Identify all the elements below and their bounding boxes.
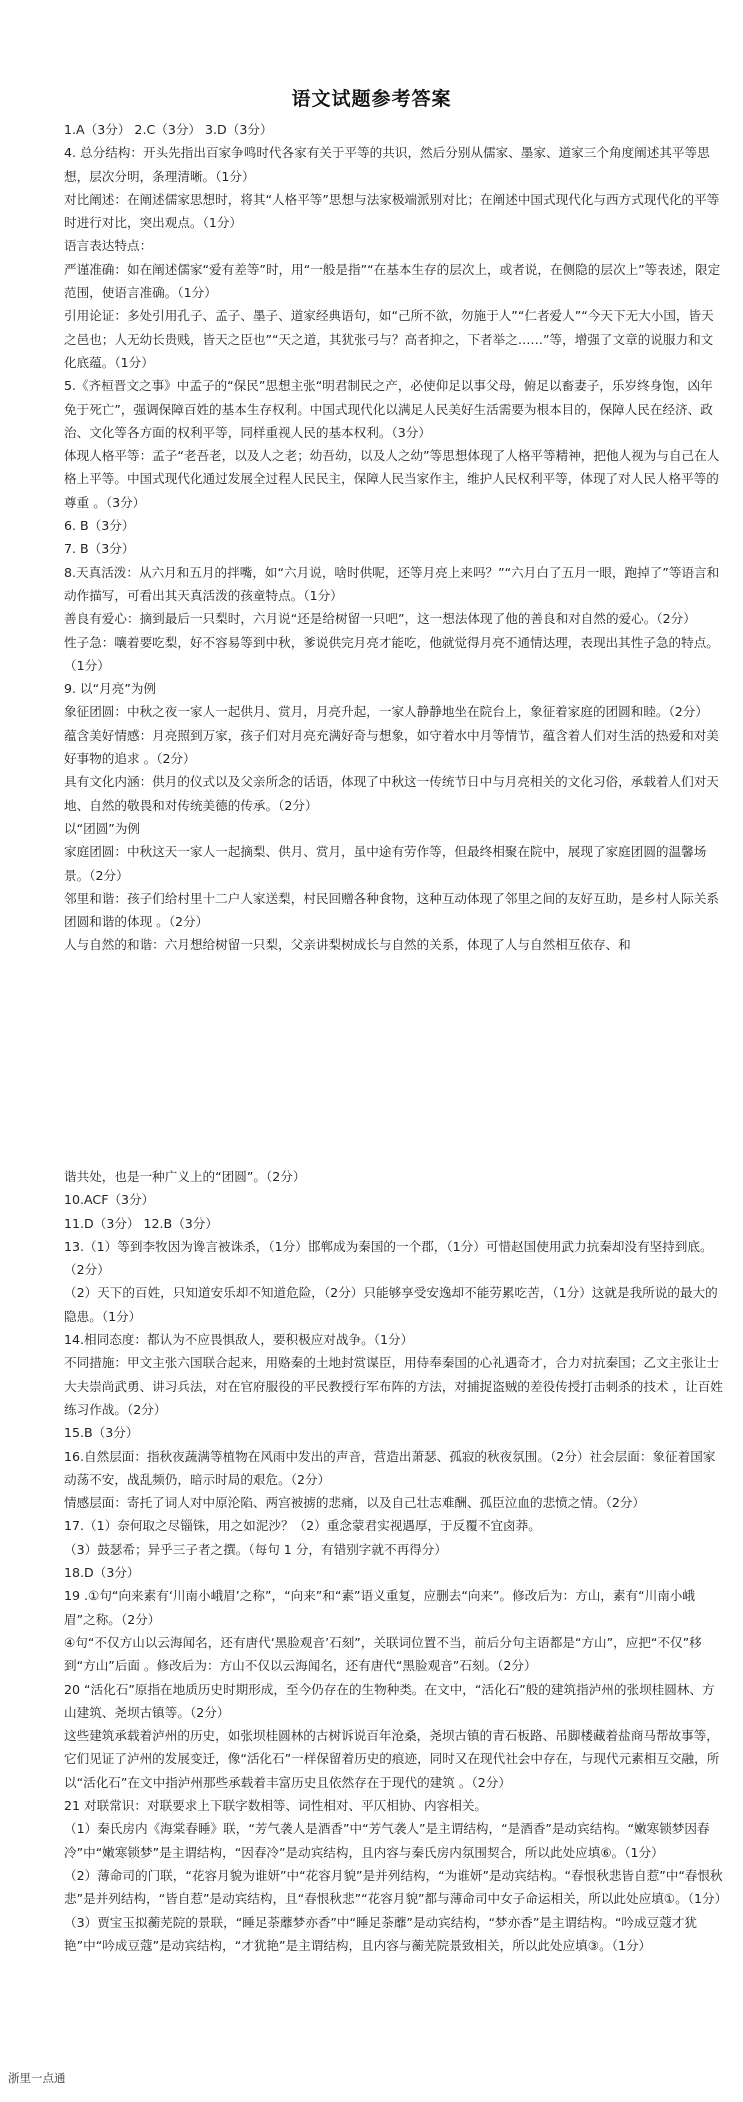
answer-line: 象征团圆：中秋之夜一家人一起供月、赏月，月亮升起，一家人静静地坐在院台上，象征着家庭的团圆和睦。（2分） [64,704,708,720]
answer-line: 情感层面：寄托了词人对中原沦陷、两宫被掳的悲痛，以及自己壮志难酬、孤臣泣血的悲愤之情。（2分） [64,1495,646,1511]
answer-line: 善良有爱心：摘到最后一只梨时，六月说“还是给树留一只吧”，这一想法体现了他的善良和对自然的爱心。（2分） [64,611,696,627]
answer-line: ④句“不仅方山以云海闻名，还有唐代‘黑脸观音’石刻”，关联词位置不当，前后分句主语都是“方山”，应把“不仅”移到“方山”后面 。修改后为：方山不仅以云海闻名，还有唐代“黑脸观音”石刻。（2分） [64,1634,702,1674]
answer-line: 21 对联常识：对联要求上下联字数相等、词性相对、平仄相协、内容相关。 [64,1798,488,1814]
answer-line: （3）鼓瑟希；异乎三子者之撰。（每句 1 分，有错别字就不再得分） [64,1541,447,1557]
answer-line: 18.D（3分） [64,1565,140,1581]
answer-line: 具有文化内涵：供月的仪式以及父亲所念的话语，体现了中秋这一传统节日中与月亮相关的文化习俗，承载着人们对天地、自然的敬畏和对传统美德的传承。（2分） [64,774,719,813]
footer-watermark: 浙里一点通 [8,2071,66,2085]
answer-line: 17.（1）奈何取之尽锱铢，用之如泥沙？（2）重念蒙君实视遇厚，于反覆不宜卤莽。 [64,1518,541,1534]
answer-line: 7. B（3分） [64,541,135,557]
answer-line: 16.自然层面：指秋夜蔬满等植物在风雨中发出的声音，营造出萧瑟、孤寂的秋夜氛围。（2分）社会层面：象征着国家动荡不安，战乱频仍，暗示时局的艰危。（2分） [64,1448,716,1487]
answer-line: 这些建筑承载着泸州的历史，如张坝桂圆林的古树诉说百年沧桑，尧坝古镇的青石板路、吊脚楼藏着盐商马帮故事等，它们见证了泸州的发展变迁，像“活化石”一样保留着历史的痕迹，同时又在现代社会中存在，与现代元素相互交融，所以“活化石”在文中指泸州那些承载着丰富历史且依然存在于现代的建筑 。（2分） [64,1728,720,1790]
answer-line: 不同措施：甲文主张六国联合起来，用赂秦的土地封赏谋臣，用侍奉秦国的心礼遇奇才，合力对抗秦国；乙文主张让士大夫崇尚武勇、讲习兵法，对在官府服役的平民教授行军布阵的方法，对捕捉盗贼的差役传授打击刺杀的技术 ，让百姓练习作战。（2分） [64,1355,723,1417]
answer-line: （3）贾宝玉拟蘅芜院的景联，“睡足荼蘼梦亦香”中“睡足荼蘼”是动宾结构，“梦亦香”是主谓结构。“吟成豆蔻才犹艳”中“吟成豆蔻”是动宾结构，“才犹艳”是主谓结构，且内容与蘅芜院景致相关，所以此处应填③。（1分） [64,1914,697,1953]
answer-line: （2）薄命司的门联，“花容月貌为谁妍”中“花容月貌”是并列结构，“为谁妍”是动宾结构。“春恨秋悲皆自惹”中“春恨秋悲”是并列结构，“皆自惹”是动宾结构，且“春恨秋悲”“花容月貌”都与薄命司中女子命运相关，所以此处应填①。（1分） [64,1867,728,1907]
answer-line: 19 .①句“向来素有‘川南小峨眉’之称”，“向来”和“素”语义重复，应删去“向来”。修改后为：方山，素有“川南小峨眉”之称。（2分） [64,1588,695,1627]
answer-line: 邻里和谐：孩子们给村里十二户人家送梨，村民回赠各种食物，这种互动体现了邻里之间的友好互助，是乡村人际关系团圆和谐的体现 。（2分） [64,890,719,930]
answer-line: 人与自然的和谐：六月想给树留一只梨，父亲讲梨树成长与自然的关系，体现了人与自然相互依存、和 [64,937,631,953]
answer-line: 5.《齐桓晋文之事》中孟子的“保民”思想主张“明君制民之产，必使仰足以事父母，俯足以畜妻子，乐岁终身饱，凶年免于死亡”，强调保障百姓的基本生存权利。中国式现代化以满足人民美好生活需要为根本目的，保障人民在经济、政治、文化等各方面的权利平等，同样重视人民的基本权利。（3分） [64,378,713,440]
answer-line: 13.（1）等到李牧因为谗言被诛杀，（1分）邯郸成为秦国的一个郡，（1分）可惜赵国使用武力抗秦却没有坚持到底。（2分） [64,1238,713,1278]
answer-line: 8.天真活泼：从六月和五月的拌嘴，如“六月说，啥时供呢，还等月亮上来吗？”“六月白了五月一眼，跑掉了”等语言和动作描写，可看出其天真活泼的孩童特点。（1分） [64,564,720,603]
answer-line: 性子急：嚷着要吃梨，好不容易等到中秋，爹说供完月亮才能吃，他就觉得月亮不通情达理，表现出其性子急的特点。（1分） [64,634,719,673]
answer-line: 严谨准确：如在阐述儒家“爱有差等”时，用“一般是指”“在基本生存的层次上，或者说，在侧隐的层次上”等表述，限定范围，使语言准确。（1分） [64,261,721,301]
answer-line: 以“团圆”为例 [64,820,141,836]
answer-line: 家庭团圆：中秋这天一家人一起摘梨、供月、赏月，虽中途有劳作等，但最终相聚在院中，展现了家庭团圆的温馨场景。（2分） [64,844,707,883]
answer-line: （1）秦氏房内《海棠春睡》联，“芳气袭人是酒香”中“芳气袭人”是主谓结构，“是酒香”是动宾结构。“嫩寒锁梦因春冷”中“嫩寒锁梦”是主谓结构，“因春冷”是动宾结构，且内容与秦氏房内氛围契合，所以此处应填⑥。（1分） [64,1821,710,1860]
answer-line: 6. B（3分） [64,518,135,534]
answer-line: 14.相同态度：都认为不应畏惧敌人，要积极应对战争。（1分） [64,1332,414,1348]
answer-line: 9. 以“月亮”为例 [64,681,157,697]
answer-line: 11.D（3分） 12.B（3分） [64,1215,218,1231]
answer-line: 语言表达特点： [64,238,153,254]
answer-line: 15.B（3分） [64,1425,139,1441]
answers-part-1 [64,118,724,957]
answer-line: 4. 总分结构：开头先指出百家争鸣时代各家有关于平等的共识，然后分别从儒家、墨家、道家三个角度阐述其平等思想，层次分明，条理清晰。（1分） [64,145,710,184]
answer-line: 20 “活化石”原指在地质历史时期形成，至今仍存在的生物种类。在文中，“活化石”般的建筑指泸州的张坝桂圆林、方山建筑、尧坝古镇等。（2分） [64,1681,715,1720]
page-title: 语文试题参考答案 [291,88,452,110]
answers-part-2 [64,1165,728,1957]
answer-line: 谐共处，也是一种广义上的“团圆”。（2分） [64,1169,306,1184]
answer-line: 体现人格平等：孟子“老吾老，以及人之老；幼吾幼，以及人之幼”等思想体现了人格平等精神，把他人视为与自己在人格上平等。中国式现代化通过发展全过程人民民主，保障人民当家作主，维护人民权利平等，体现了对人民人格平等的尊重 。（3分） [64,448,720,510]
answer-line: 引用论证：多处引用孔子、孟子、墨子、道家经典语句，如“己所不欲，勿施于人”“仁者爱人”“今天下无大小国，皆天之邑也；人无幼长贵贱，皆天之臣也”“天之道，其犹张弓与？高者抑之，下者举之……”等，增强了文章的说服力和文化底蕴。（1分） [64,308,714,370]
answer-line: 蕴含美好情感：月亮照到万家，孩子们对月亮充满好奇与想象，如守着水中月等情节，蕴含着人们对生活的热爱和对美好事物的追求 。（2分） [64,727,719,767]
answer-line: 10.ACF（3分） [64,1192,155,1208]
answer-line: 对比阐述：在阐述儒家思想时，将其“人格平等”思想与法家极端派别对比；在阐述中国式现代化与西方式现代化的平等时进行对比，突出观点。（1分） [64,191,720,231]
answer-line: 1.A（3分） 2.C（3分） 3.D（3分） [64,122,273,137]
answer-line: （2）天下的百姓，只知道安乐却不知道危险，（2分）只能够享受安逸却不能劳累吃苦，（1分）这就是我所说的最大的隐患。（1分） [64,1285,718,1324]
